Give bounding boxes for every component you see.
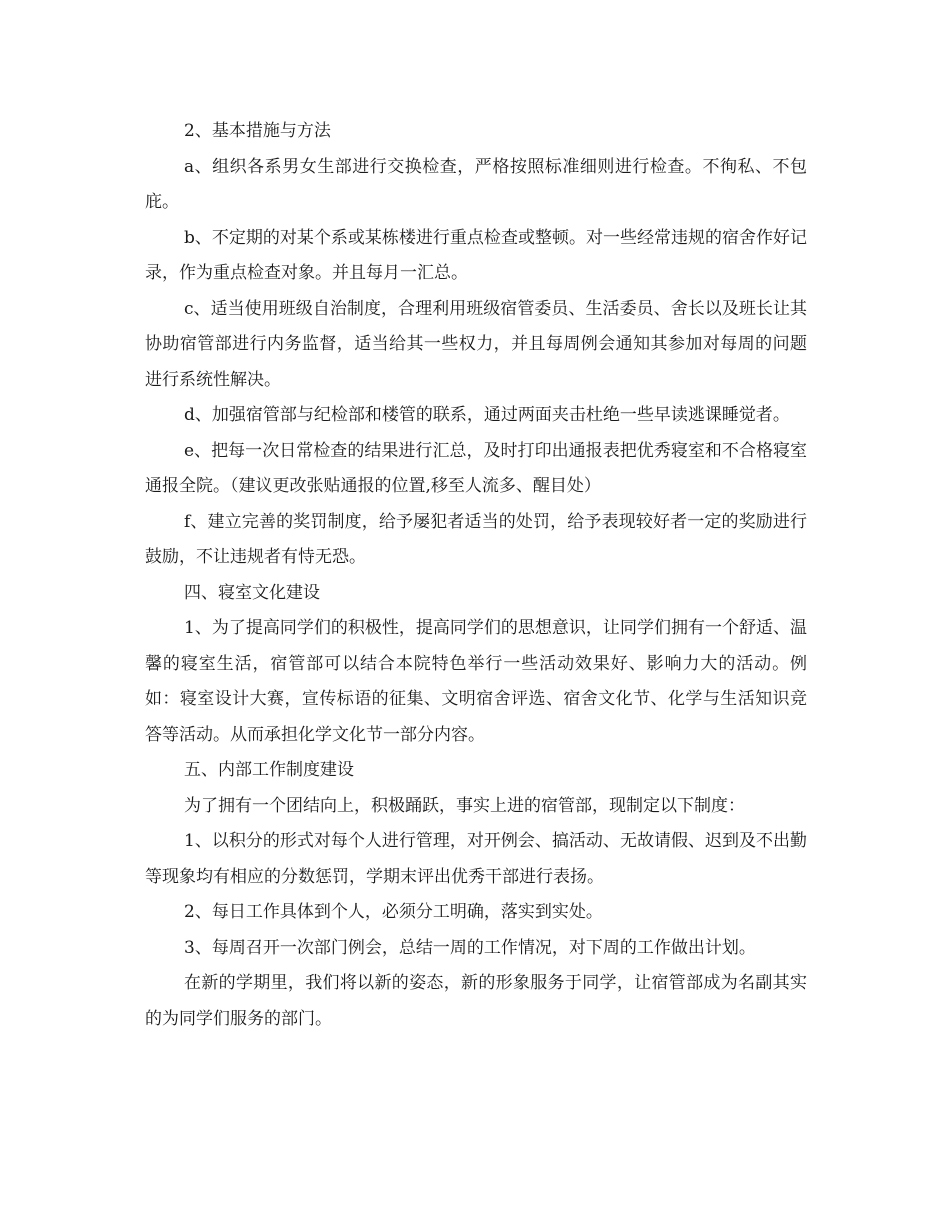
paragraph-closing: 在新的学期里，我们将以新的姿态，新的形象服务于同学，让宿管部成为名副其实的为同学们服务的部门。 [145, 973, 807, 1029]
section-heading-internal-rules: 五、内部工作制度建设 [184, 760, 354, 780]
paragraph-item-a: a、组织各系男女生部进行交换检查，严格按照标准细则进行检查。不徇私、不包庇。 [145, 156, 807, 212]
paragraph-rules-intro: 为了拥有一个团结向上，积极踊跃，事实上进的宿管部，现制定以下制度： [184, 795, 745, 816]
document-body [145, 114, 807, 1037]
paragraph-rule-3: 3、每周召开一次部门例会，总结一周的工作情况，对下周的工作做出计划。 [184, 937, 756, 958]
paragraph-dorm-culture-1: 1、为了提高同学们的积极性，提高同学们的思想意识，让同学们拥有一个舒适、温馨的寝室生活，宿管部可以结合本院特色举行一些活动效果好、影响力大的活动。例如：寝室设计大赛，宣传标语的征集、文明宿舍评选、宿舍文化节、化学与生活知识竞答等活动。从而承担化学文化节一部分内容。 [145, 618, 807, 745]
section-heading-dorm-culture: 四、寝室文化建设 [184, 582, 320, 603]
paragraph-measures-heading: 2、基本措施与方法 [184, 121, 331, 141]
paragraph-item-b: b、不定期的对某个系或某栋楼进行重点检查或整顿。对一些经常违规的宿舍作好记录，作为重点检查对象。并且每月一汇总。 [145, 227, 807, 283]
paragraph-item-c: c、适当使用班级自治制度，合理利用班级宿管委员、生活委员、舍长以及班长让其协助宿管部进行内务监督，适当给其一些权力，并且每周例会通知其参加对每周的问题进行系统性解决。 [145, 298, 807, 390]
paragraph-rule-2: 2、每日工作具体到个人，必须分工明确，落实到实处。 [184, 902, 603, 922]
paragraph-rule-1: 1、以积分的形式对每个人进行管理，对开例会、搞活动、无故请假、迟到及不出勤等现象均有相应的分数惩罚，学期末评出优秀干部进行表扬。 [145, 831, 807, 887]
paragraph-item-e: e、把每一次日常检查的结果进行汇总，及时打印出通报表把优秀寝室和不合格寝室通报全院。（建议更改张贴通报的位置,移至人流多、醒目处） [145, 440, 807, 496]
paragraph-item-d: d、加强宿管部与纪检部和楼管的联系，通过两面夹击杜绝一些早读逃课睡觉者。 [184, 405, 790, 425]
paragraph-item-f: f、建立完善的奖罚制度，给予屡犯者适当的处罚，给予表现较好者一定的奖励进行鼓励，不让违规者有恃无恐。 [145, 511, 807, 567]
